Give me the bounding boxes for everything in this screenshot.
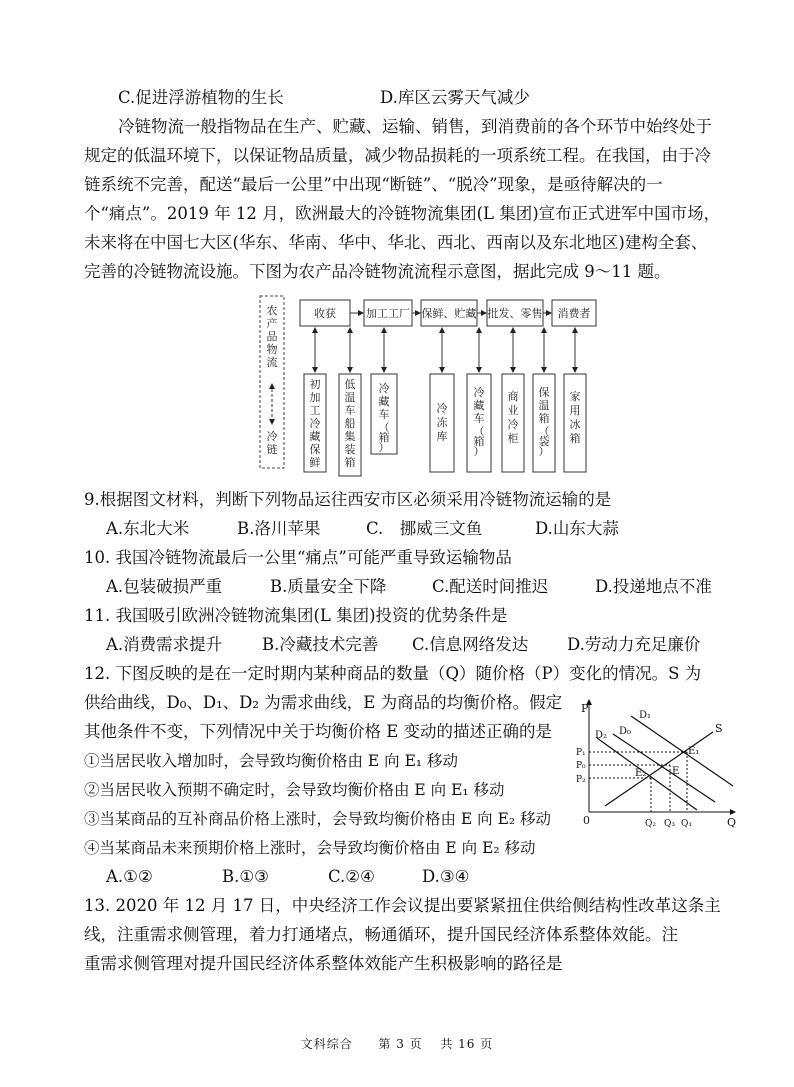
q11-option-a: A.消费需求提升 (106, 635, 223, 654)
facility-freezer-warehouse: 冷冻库 (436, 402, 448, 443)
e2-label: E₂ (635, 768, 647, 779)
supply-demand-chart (575, 694, 745, 838)
q9-option-d: D.山东大蒜 (535, 519, 619, 538)
page-footer (0, 1035, 794, 1052)
question-11-stem: 11. 我国吸引欧洲冷链物流集团(L 集团)投资的优势条件是 (84, 606, 508, 625)
footer-total: 共 16 页 (440, 1037, 494, 1051)
passage-line: 未来将在中国七大区(华东、华南、华中、华北、西北、西南以及东北地区)建构全套、 (84, 233, 708, 252)
option-d-prev: D.库区云雾天气减少 (380, 88, 530, 107)
passage-line: 冷链物流一般指物品在生产、贮藏、运输、销售，到消费前的各个环节中始终处于 (118, 117, 712, 136)
facility-low-temp-container: 低温车船集装箱 (344, 378, 356, 469)
cold-chain-diagram (255, 292, 600, 480)
d0-label: D₀ (619, 726, 632, 737)
step-harvest: 收获 (314, 307, 336, 320)
passage-line: 个“痛点”。2019 年 12 月，欧洲最大的冷链物流集团(L 集团)宣布正式进军中国市场， (84, 204, 721, 223)
d2-label: D₂ (595, 730, 608, 741)
step-consumer: 消费者 (557, 307, 591, 320)
question-12-line: 12. 下图反映的是在一定时期内某种商品的数量（Q）随价格（P）变化的情况。S 为 (84, 664, 702, 683)
facility-commercial-fridge: 商业冷柜 (507, 390, 519, 445)
q12-option-b: B.①③ (222, 867, 269, 886)
q12-statement-3: ③当某商品的互补商品价格上涨时，会导致均衡价格由 E 向 E₂ 移动 (84, 810, 552, 828)
facility-refrigerated-truck-1: 冷藏车（箱） (378, 382, 390, 454)
facility-refrigerated-truck-2: 冷藏车（箱） (473, 386, 485, 458)
demand-curve-d0 (613, 734, 715, 802)
q3-tick: Q₃ (664, 819, 675, 829)
q9-option-a: A.东北大米 (106, 519, 190, 538)
e1-label: E₁ (688, 746, 700, 757)
supply-curve (605, 732, 713, 806)
facility-home-fridge: 家用冰箱 (569, 390, 581, 445)
q1-tick: Q₁ (681, 819, 692, 829)
x-axis-label: Q (727, 816, 737, 829)
step-processing: 加工工厂 (366, 307, 410, 320)
q12-statement-1: ①当居民收入增加时，会导致均衡价格由 E 向 E₁ 移动 (84, 752, 459, 770)
facility-initial-processing: 初加工冷藏保鲜 (309, 378, 321, 469)
facility-insulated-box: 保温箱（袋） (538, 386, 550, 458)
passage-line: 链系统不完善，配送“最后一公里”中出现“断链”、“脱冷”现象，是亟待解决的一 (84, 175, 663, 194)
step-storage: 保鲜、贮藏 (421, 307, 477, 320)
question-12-line: 供给曲线，D₀、D₁、D₂ 为需求曲线，E 为商品的均衡价格。假定 (84, 693, 563, 712)
demand-curve-d2 (597, 738, 700, 810)
p2-tick: P₂ (576, 775, 586, 785)
y-axis-label: P (581, 702, 589, 715)
q12-option-d: D.③④ (422, 867, 470, 886)
question-13-line: 13. 2020 年 12 月 17 日，中央经济工作会议提出要紧紧扭住供给侧结构性改革这条主 (84, 896, 721, 915)
question-13-line: 重需求侧管理对提升国民经济体系整体效能产生积极影响的路径是 (84, 954, 563, 973)
p1-tick: P₁ (576, 748, 586, 758)
q10-option-c: C.配送时间推迟 (432, 577, 549, 596)
q11-option-b: B.冷藏技术完善 (262, 635, 379, 654)
question-9-stem: 9.根据图文材料，判断下列物品运往西安市区必须采用冷链物流运输的是 (84, 490, 612, 509)
step-retail: 批发、零售 (487, 307, 543, 320)
q10-option-a: A.包装破损严重 (106, 577, 223, 596)
q11-option-c: C.信息网络发达 (412, 635, 529, 654)
diagram-label-bottom: 冷链 (266, 430, 278, 456)
footer-subject: 文科综合 (300, 1037, 353, 1051)
q12-option-c: C.②④ (328, 867, 375, 886)
q10-option-b: B.质量安全下降 (270, 577, 387, 596)
origin-label: 0 (583, 814, 590, 827)
q9-option-c: C. 挪威三文鱼 (366, 519, 483, 538)
passage-line: 完善的冷链物流设施。下图为农产品冷链物流流程示意图，据此完成 9～11 题。 (84, 262, 671, 281)
p0-tick: P₀ (576, 761, 586, 771)
diagram-label-top: 农产品物流 (266, 304, 278, 369)
option-c-prev: C.促进浮游植物的生长 (118, 88, 284, 107)
q11-option-d: D.劳动力充足廉价 (567, 635, 701, 654)
q12-statement-4: ④当某商品未来预期价格上涨时，会导致均衡价格由 E 向 E₂ 移动 (84, 839, 536, 857)
d1-label: D₁ (639, 710, 652, 721)
q12-statement-2: ②当居民收入预期不确定时，会导致均衡价格由 E 向 E₁ 移动 (84, 781, 505, 799)
passage-line: 规定的低温环境下，以保证物品质量，减少物品损耗的一项系统工程。在我国，由于冷 (84, 146, 711, 165)
q2-tick: Q₂ (645, 819, 656, 829)
question-10-stem: 10. 我国冷链物流最后一公里“痛点”可能严重导致运输物品 (84, 548, 512, 567)
footer-page: 第 3 页 (378, 1037, 423, 1051)
q12-option-a: A.①② (106, 867, 153, 886)
q10-option-d: D.投递地点不准 (595, 577, 712, 596)
question-12-line: 其他条件不变，下列情况中关于均衡价格 E 变动的描述正确的是 (84, 722, 553, 741)
q9-option-b: B.洛川苹果 (237, 519, 321, 538)
e-label: E (672, 766, 680, 777)
supply-label: S (715, 722, 723, 735)
question-13-line: 线，注重需求侧管理，着力打通堵点，畅通循环，提升国民经济体系整体效能。注 (84, 925, 678, 944)
